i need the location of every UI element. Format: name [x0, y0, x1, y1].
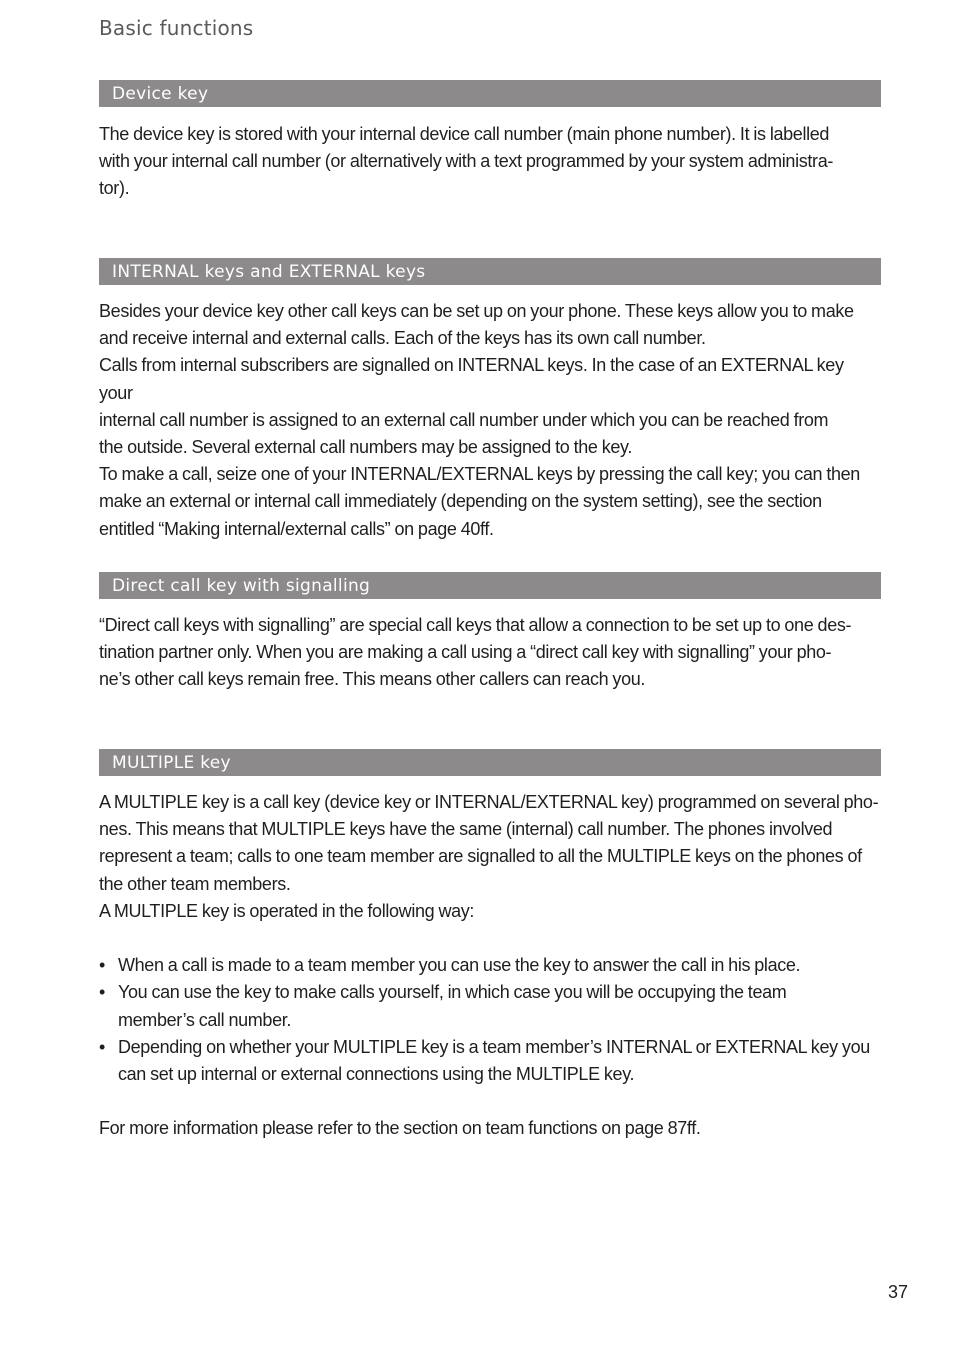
internal-external-paragraph-2: Calls from internal subscribers are signalled on INTERNAL keys. In the case of an EXTERNAL key your internal call number is assigned to an external call number under which you can be reached from the outside. Several external call numbers may be assigned to the key.	[99, 355, 844, 458]
direct-call-paragraph: “Direct call keys with signalling” are special call keys that allow a connection to be set up to one des- tination partner only. When you are making a call using a “direct call key with signalling” your pho- ne’s other call keys remain free. This means other callers can reach you.	[99, 615, 852, 690]
section-heading-direct-call-key: Direct call key with signalling	[99, 572, 881, 599]
internal-external-body	[99, 298, 881, 543]
list-item	[99, 979, 881, 1033]
section-heading-multiple-key: MULTIPLE key	[99, 749, 881, 776]
device-key-paragraph: The device key is stored with your internal device call number (main phone number). It is labelled with your internal call number (or alternatively with a text programmed by your system administra- tor).	[99, 124, 833, 199]
running-header: Basic functions	[99, 16, 254, 40]
device-key-body	[99, 121, 881, 203]
multiple-key-paragraph-3: For more information please refer to the section on team functions on page 87ff.	[99, 1118, 701, 1139]
multiple-key-paragraph-2: A MULTIPLE key is operated in the following way:	[99, 900, 475, 921]
page-number: 37	[888, 1282, 909, 1302]
list-item-text: Depending on whether your MULTIPLE key is a team member’s INTERNAL or EXTERNAL key you can set up internal or external connections using the MULTIPLE key.	[118, 1036, 870, 1085]
paragraph-spacer	[99, 925, 881, 952]
section-heading-device-key: Device key	[99, 80, 881, 107]
section-heading-internal-external-keys: INTERNAL keys and EXTERNAL keys	[99, 258, 881, 285]
list-item-text: When a call is made to a team member you can use the key to answer the call in his place.	[118, 955, 801, 976]
paragraph-spacer	[99, 1088, 881, 1115]
internal-external-paragraph-1: Besides your device key other call keys can be set up on your phone. These keys allow you to make and receive internal and external calls. Each of the keys has its own call number.	[99, 301, 854, 349]
list-item	[99, 1034, 881, 1088]
bullet-icon: •	[99, 955, 105, 976]
multiple-key-paragraph-1: A MULTIPLE key is a call key (device key or INTERNAL/EXTERNAL key) programmed on several pho- nes. This means that MULTIPLE keys have the same (internal) call number. The phones involved represent a team; calls to one team member are signalled to all the MULTIPLE keys on the phones of the other team members.	[99, 792, 879, 894]
bullet-icon: •	[99, 1036, 105, 1057]
multiple-key-bullet-list	[99, 952, 881, 1088]
direct-call-body	[99, 612, 881, 694]
list-item	[99, 952, 881, 979]
internal-external-paragraph-3: To make a call, seize one of your INTERNAL/EXTERNAL keys by pressing the call key; you can then make an external or internal call immediately (depending on the system setting), see the section entitled “Making internal/external calls” on page 40ff.	[99, 464, 860, 539]
list-item-text: You can use the key to make calls yourself, in which case you will be occupying the team member’s call number.	[118, 982, 787, 1030]
bullet-icon: •	[99, 982, 105, 1003]
multiple-key-body	[99, 789, 881, 1143]
